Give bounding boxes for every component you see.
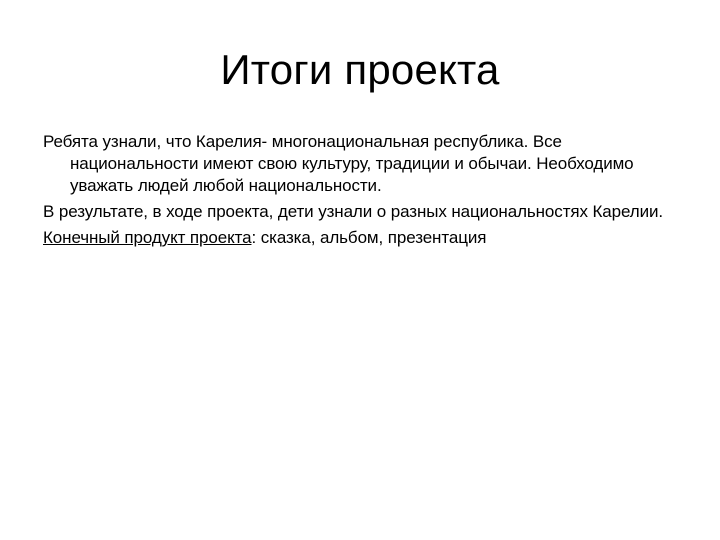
paragraph-final-product xyxy=(43,227,683,249)
final-product-list: : сказка, альбом, презентация xyxy=(251,228,487,247)
slide-body xyxy=(43,131,683,253)
paragraph-project-results: В результате, в ходе проекта, дети узнали о разных национальностях Карелии. xyxy=(43,202,664,221)
slide-title: Итоги проекта xyxy=(220,46,500,93)
paragraph-karelia-nationalities: Ребята узнали, что Карелия- многонациональная республика. Все национальности имеют свою культуру, традиции и обычаи. Необходимо уважать людей любой национальности. xyxy=(43,132,634,195)
final-product-label: Конечный продукт проекта xyxy=(43,228,252,247)
